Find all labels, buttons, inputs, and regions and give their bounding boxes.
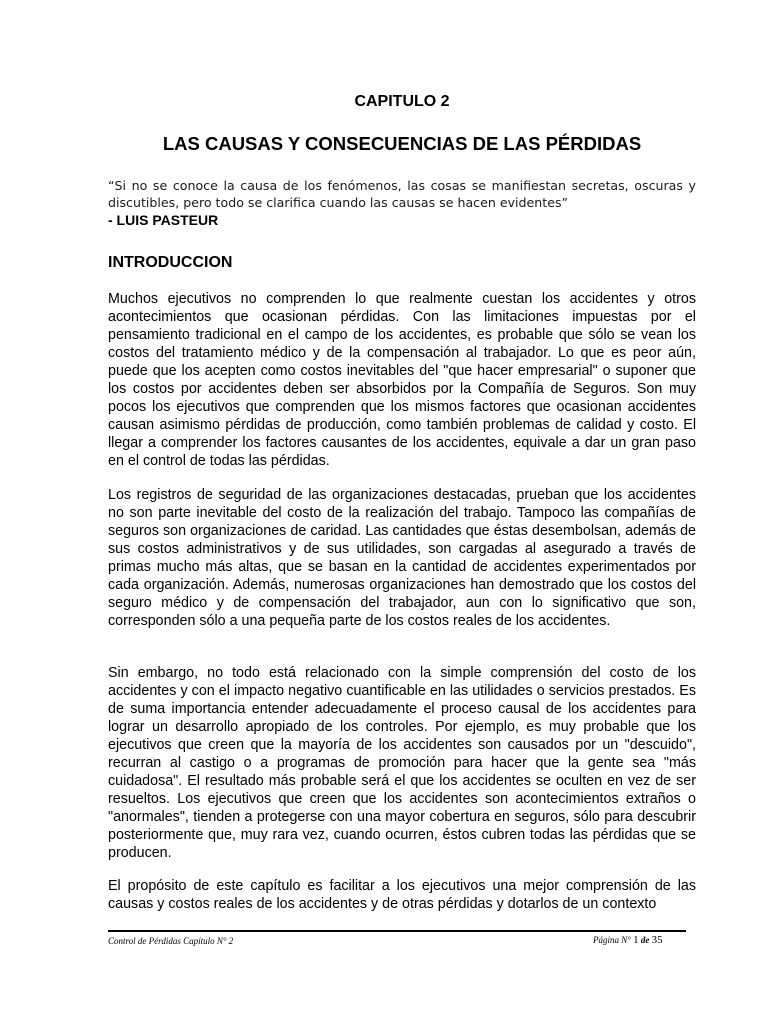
footer-page-number: 1 <box>633 934 639 946</box>
section-heading: INTRODUCCION <box>108 254 233 271</box>
footer-document-title: Control de Pérdidas Capítulo N° 2 <box>108 936 234 946</box>
epigraph-author: - LUIS PASTEUR <box>108 212 219 228</box>
footer-divider <box>108 930 686 932</box>
paragraph: Sin embargo, no todo está relacionado con la simple comprensión del costo de los accidentes y con el impacto negativo cuantificable en las utilidades o servicios prestados. Es de suma importancia entender adecuadamente el proceso causal de los accidentes para lograr un desarrollo apropiado de los controles. Por ejemplo, es muy probable que los ejecutivos que creen que la mayoría de los accidentes son causados por un "descuido", recurran al castigo o a programas de promoción para hacer que la gente sea "más cuidadosa". El resultado más probable será el que los accidentes se oculten en vez de ser resueltos. Los ejecutivos que creen que los accidentes son acontecimientos extraños o "anormales", tienden a protegerse con una mayor cobertura en seguros, sólo para descubrir posteriormente que, muy rara vez, cuando ocurren, éstos cubren todas las pérdidas que se producen. <box>108 665 696 861</box>
document-page <box>108 0 696 1024</box>
footer-page-label: Página N° <box>593 935 631 945</box>
footer-of-label: de <box>640 935 650 945</box>
paragraph: Los registros de seguridad de las organizaciones destacadas, prueban que los accidentes no son parte inevitable del costo de la realización del trabajo. Tampoco las compañías de seguros son organizaciones de caridad. Las cantidades que éstas desembolsan, además de sus costos administrativos y de sus utilidades, son cargadas al asegurado a través de primas mucho más altas, que se basan en la cantidad de accidentes experimentados por cada organización. Además, numerosas organizaciones han demostrado que los costos del seguro médico y de compensación del trabajador, aun con lo significativo que son, corresponden sólo a una pequeña parte de los costos reales de los accidentes. <box>108 487 696 629</box>
paragraph: Muchos ejecutivos no comprenden lo que realmente cuestan los accidentes y otros acontecimientos que ocasionan pérdidas. Con las limitaciones impuestas por el pensamiento tradicional en el campo de los accidentes, es probable que sólo se vean los costos del tratamiento médico y de la compensación al trabajador. Lo que es peor aún, puede que los acepten como costos inevitables del "que hacer empresarial" o suponer que los costos por accidentes deben ser absorbidos por la Compañía de Seguros. Son muy pocos los ejecutivos que comprenden que los mismos factores que ocasionan accidentes causan asimismo pérdidas de producción, como también problemas de calidad y costo. El llegar a comprender los factores causantes de los accidentes, equivale a dar un gran paso en el control de todas las pérdidas. <box>108 291 696 469</box>
footer-total-pages: 35 <box>651 934 663 946</box>
chapter-title: LAS CAUSAS Y CONSECUENCIAS DE LAS PÉRDIDAS <box>162 133 642 154</box>
epigraph-quote: “Si no se conoce la causa de los fenómenos, las cosas se manifiestan secretas, oscuras y discutibles, pero todo se clarifica cuando las causas se hacen evidentes” <box>108 178 696 210</box>
paragraph: El propósito de este capítulo es facilitar a los ejecutivos una mejor comprensión de las causas y costos reales de los accidentes y de otras pérdidas y dotarlos de un contexto <box>108 878 696 912</box>
footer-page-info <box>593 933 663 947</box>
chapter-label: CAPITULO 2 <box>354 93 450 110</box>
